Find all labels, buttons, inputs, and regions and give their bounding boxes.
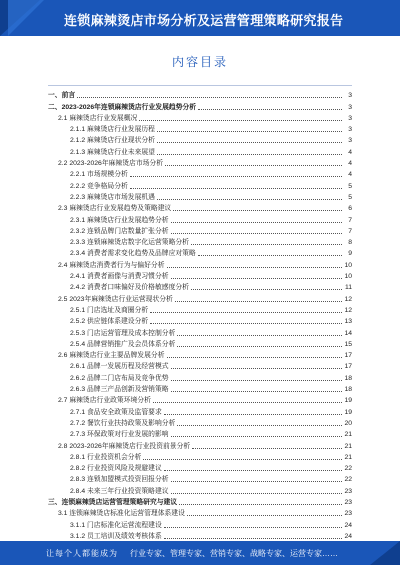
toc-leader-dots <box>164 414 342 415</box>
toc-entry-title: 2.5 2023年麻辣烫店行业运营现状分析 <box>58 295 173 303</box>
toc-page-number: 3 <box>348 114 352 122</box>
toc-leader-dots <box>171 481 342 482</box>
toc-leader-dots <box>139 120 342 121</box>
toc-page-number: 4 <box>348 171 352 179</box>
toc-leader-dots <box>192 448 342 449</box>
toc-page-number: 21 <box>344 442 352 450</box>
toc-entry-title: 2.6.2 品牌二门店布局及竞争优势 <box>70 374 169 382</box>
toc-leader-dots <box>165 165 342 166</box>
toc-entry[interactable] <box>48 192 352 203</box>
footer-bar <box>0 541 400 565</box>
toc-leader-dots <box>177 425 342 426</box>
toc-entry-title: 2.5.4 品牌营销推广及会员体系分析 <box>70 340 176 348</box>
toc-leader-dots <box>77 97 342 98</box>
toc-page-number: 23 <box>344 498 352 506</box>
toc-entry-title: 2.2 2023-2026年麻辣烫店市场分析 <box>58 160 164 168</box>
toc-leader-dots <box>198 109 342 110</box>
toc-page-number: 14 <box>344 329 352 337</box>
toc-entry[interactable] <box>48 305 352 316</box>
toc-entry-title: 2.8.2 行业投资风险及规避建议 <box>70 465 162 473</box>
toc-entry[interactable] <box>48 395 352 406</box>
toc-page-number: 12 <box>344 295 352 303</box>
toc-leader-dots <box>171 380 342 381</box>
toc-leader-dots <box>171 436 342 437</box>
toc-entry-title: 2.6 麻辣烫店行业主要品牌发展分析 <box>58 352 165 360</box>
toc-entry-title: 3.1.1 门店标准化运营流程建设 <box>70 521 162 529</box>
toc-entry-title: 2.2.1 市场规模分析 <box>70 171 128 179</box>
toc-page-number: 19 <box>344 397 352 405</box>
toc-entry-title: 2.5.1 门店选址及商圈分析 <box>70 306 149 314</box>
toc-entry-title: 三、连锁麻辣烫店运营管理策略研究与建议 <box>48 498 178 506</box>
toc-leader-dots <box>157 199 342 200</box>
toc-entry-title: 3.1.2 员工培训及绩效考核体系 <box>70 532 162 540</box>
toc-entry-title: 2.4.1 消费者画像与消费习惯分析 <box>70 273 169 281</box>
toc-entry[interactable] <box>48 259 352 270</box>
toc-leader-dots <box>177 346 342 347</box>
toc-leader-dots <box>171 278 342 279</box>
toc-page-number: 7 <box>348 227 352 235</box>
toc-entry-title: 2.8.3 连锁加盟模式投资回报分析 <box>70 476 169 484</box>
toc-entry-title: 2.3 麻辣烫店行业发展趋势及策略建议 <box>58 205 172 213</box>
toc-leader-dots <box>130 176 342 177</box>
toc-entry[interactable] <box>48 463 352 474</box>
toc-entry[interactable] <box>48 474 352 485</box>
toc-page-number: 4 <box>348 148 352 156</box>
toc-entry[interactable] <box>48 350 352 361</box>
toc-page-number: 10 <box>344 261 352 269</box>
toc-entry[interactable] <box>48 124 352 135</box>
toc-leader-dots <box>167 357 343 358</box>
footer-tagline: 行业专家、管理专家、营销专家、战略专家、运营专家…… <box>130 549 338 558</box>
toc-leader-dots <box>198 255 342 256</box>
toc-page-number: 3 <box>348 92 352 100</box>
toc-page-number: 4 <box>348 160 352 168</box>
toc-page-number: 3 <box>348 103 352 111</box>
toc-leader-dots <box>187 515 342 516</box>
toc-leader-dots <box>164 527 342 528</box>
toc-page-number: 10 <box>344 273 352 281</box>
footer-slogan: 让每个人都能成为 <box>46 549 118 558</box>
footer-decoration <box>370 541 400 565</box>
toc-entry-title: 2.1.2 麻辣烫店行业现状分析 <box>70 137 155 145</box>
header-bar <box>0 0 400 36</box>
toc-entry[interactable] <box>48 282 352 293</box>
toc-entry[interactable] <box>48 485 352 496</box>
toc-entry-title: 2.3.3 连锁麻辣烫店数字化运营策略分析 <box>70 239 189 247</box>
toc-leader-dots <box>171 368 342 369</box>
toc-leader-dots <box>130 188 342 189</box>
toc-page-number: 23 <box>344 487 352 495</box>
toc-page-number: 3 <box>348 126 352 134</box>
toc-entry-title: 2.7 麻辣烫店行业政策环境分析 <box>58 397 151 405</box>
toc-entry[interactable] <box>48 406 352 417</box>
toc-leader-dots <box>191 289 342 290</box>
toc-entry[interactable] <box>48 203 352 214</box>
toc-leader-dots <box>171 222 342 223</box>
toc-divider <box>48 85 352 86</box>
toc-entry-title: 2.7.1 食品安全政策及监管要求 <box>70 408 162 416</box>
toc-page-number: 6 <box>348 205 352 213</box>
toc-entry[interactable] <box>48 361 352 372</box>
toc-page-number: 21 <box>344 431 352 439</box>
toc-page-number: 24 <box>344 521 352 529</box>
toc-page-number: 13 <box>344 318 352 326</box>
toc-page-number: 22 <box>344 476 352 484</box>
toc-page-number: 24 <box>344 532 352 540</box>
toc-entry-title: 二、2023-2026年连锁麻辣烫店行业发展趋势分析 <box>48 103 197 111</box>
toc-entry[interactable] <box>48 372 352 383</box>
toc-leader-dots <box>153 402 342 403</box>
toc-entry[interactable] <box>48 384 352 395</box>
toc-page-number: 19 <box>344 408 352 416</box>
toc-entry[interactable] <box>48 497 352 508</box>
toc-page-number: 18 <box>344 386 352 394</box>
toc-entry[interactable] <box>48 158 352 169</box>
toc-entry-title: 2.7.3 环保政策对行业发展的影响 <box>70 431 169 439</box>
toc-entry-title: 2.6.1 品牌一发展历程及经营模式 <box>70 363 169 371</box>
toc-entry-title: 2.7.2 餐饮行业扶持政策及影响分析 <box>70 419 176 427</box>
toc-page-number: 23 <box>344 510 352 518</box>
toc-entry[interactable] <box>48 135 352 146</box>
toc-leader-dots <box>150 312 342 313</box>
toc-leader-dots <box>164 470 342 471</box>
toc-entry[interactable] <box>48 327 352 338</box>
toc-entry-title: 2.1 麻辣烫店行业发展概况 <box>58 114 138 122</box>
toc-entry[interactable] <box>48 519 352 530</box>
toc-entry[interactable] <box>48 237 352 248</box>
toc-entry-title: 2.8 2023-2026年麻辣烫店行业投资前景分析 <box>58 442 191 450</box>
toc-entry[interactable] <box>48 271 352 282</box>
toc-page-number: 21 <box>344 453 352 461</box>
toc-entry[interactable] <box>48 214 352 225</box>
toc-leader-dots <box>179 504 342 505</box>
toc-page-number: 15 <box>344 340 352 348</box>
toc-leader-dots <box>150 323 342 324</box>
toc-leader-dots <box>143 459 342 460</box>
toc-entry[interactable] <box>48 169 352 180</box>
toc-entry[interactable] <box>48 146 352 157</box>
toc-page-number: 7 <box>348 216 352 224</box>
toc-leader-dots <box>164 538 342 539</box>
toc-entry-title: 2.1.3 麻辣烫店行业未来展望 <box>70 148 155 156</box>
toc-entry-title: 2.6.3 品牌三产品创新及营销策略 <box>70 386 169 394</box>
toc-page-number: 5 <box>348 182 352 190</box>
toc-leader-dots <box>191 244 342 245</box>
toc-entry[interactable] <box>48 440 352 451</box>
toc-entry[interactable] <box>48 180 352 191</box>
toc-entry[interactable] <box>48 316 352 327</box>
toc-page-number: 17 <box>344 352 352 360</box>
toc-entry-title: 2.8.1 行业投资机会分析 <box>70 453 142 461</box>
toc-entry[interactable] <box>48 339 352 350</box>
toc-entry-title: 2.4 麻辣烫店消费者行为与偏好分析 <box>58 261 165 269</box>
toc-leader-dots <box>175 301 342 302</box>
toc-entry-title: 2.5.2 供应链体系建设分析 <box>70 318 149 326</box>
toc-leader-dots <box>171 233 342 234</box>
toc-leader-dots <box>171 493 342 494</box>
toc-page-number: 22 <box>344 465 352 473</box>
toc-entry-title: 2.3.4 消费者需求变化趋势及品牌应对策略 <box>70 250 196 258</box>
toc-page-number: 12 <box>344 306 352 314</box>
report-title: 连锁麻辣烫店市场分析及运营管理策略研究报告 <box>64 13 344 28</box>
toc-page-number: 3 <box>348 137 352 145</box>
header-decoration-light <box>8 0 44 36</box>
toc-leader-dots <box>157 131 342 132</box>
toc-page-number: 5 <box>348 193 352 201</box>
toc-entry[interactable] <box>48 113 352 124</box>
toc-entry-title: 一、前言 <box>48 92 76 100</box>
toc-entry[interactable] <box>48 293 352 304</box>
toc-entry[interactable] <box>48 429 352 440</box>
toc-entry[interactable] <box>48 226 352 237</box>
toc-page-number: 20 <box>344 419 352 427</box>
toc-entry-title: 2.4.2 消费者口味偏好及价格敏感度分析 <box>70 284 189 292</box>
toc-page-number: 8 <box>348 239 352 247</box>
toc-entry-title: 2.2.3 麻辣烫店市场发展机遇 <box>70 193 155 201</box>
toc-entry-title: 2.2.2 竞争格局分析 <box>70 182 128 190</box>
toc-leader-dots <box>171 391 342 392</box>
toc-entry-title: 2.5.3 门店运营管理及成本控制分析 <box>70 329 176 337</box>
toc-heading: 内容目录 <box>171 55 228 69</box>
table-of-contents <box>48 90 352 542</box>
toc-entry-title: 2.3.2 连锁品牌门店数量扩张分析 <box>70 227 169 235</box>
toc-entry-title: 2.1.1 麻辣烫店行业发展历程 <box>70 126 155 134</box>
toc-leader-dots <box>173 210 342 211</box>
toc-entry-title: 2.3.1 麻辣烫店行业发展趋势分析 <box>70 216 169 224</box>
toc-page-number: 11 <box>344 284 352 292</box>
toc-page-number: 9 <box>348 250 352 258</box>
toc-leader-dots <box>167 267 343 268</box>
toc-entry[interactable] <box>48 452 352 463</box>
toc-leader-dots <box>177 335 342 336</box>
toc-entry[interactable] <box>48 418 352 429</box>
toc-page-number: 18 <box>344 374 352 382</box>
toc-entry[interactable] <box>48 90 352 101</box>
toc-entry[interactable] <box>48 248 352 259</box>
toc-entry[interactable] <box>48 508 352 519</box>
toc-entry[interactable] <box>48 101 352 112</box>
toc-leader-dots <box>157 142 342 143</box>
toc-entry-title: 2.8.4 未来三年行业投资策略建议 <box>70 487 169 495</box>
toc-page-number: 17 <box>344 363 352 371</box>
toc-leader-dots <box>157 154 342 155</box>
toc-entry-title: 3.1 连锁麻辣烫店标准化运营管理体系建设 <box>58 510 185 518</box>
